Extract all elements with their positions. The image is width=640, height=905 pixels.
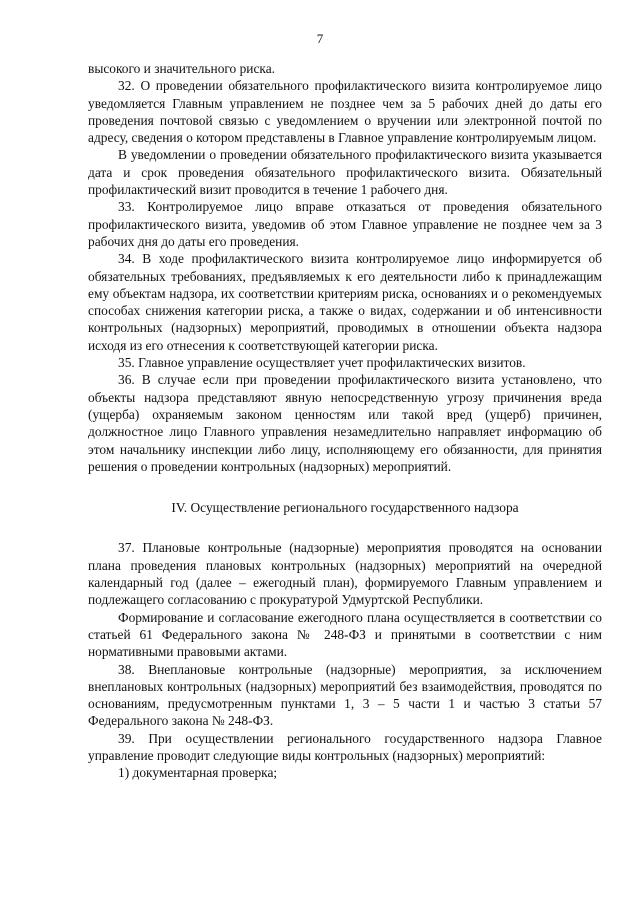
paragraph-34: 34. В ходе профилактического визита контролируемое лицо информируется об обязательных требованиях, предъявляемых к его деятельности либо к принадлежащим ему объектам надзора, их соответствии критериям риска, основаниях и о рекомендуемых способах снижения категории риска, а также о видах, содержании и об интенсивности контрольных (надзорных) мероприятий, проводимых в отношении объекта надзора исходя из его отнесения к соответствующей категории риска. bbox=[88, 251, 602, 353]
paragraph-37-formation: Формирование и согласование ежегодного плана осуществляется в соответствии со статьей 61 Федерального закона № 248-ФЗ и принятыми в соответствии с ним нормативными правовыми актами. bbox=[88, 609, 602, 660]
paragraph-32: 32. О проведении обязательного профилактического визита контролируемое лицо уведомляется Главным управлением не позднее чем за 5 рабочих дней до даты его проведения почтовой связью с уведомлением о вручении или электронной почтой по адресу, сведения о котором представлены в Главное управление контролируемым лицом. bbox=[88, 78, 602, 146]
paragraph-36: 36. В случае если при проведении профилактического визита установлено, что объекты надзора представляют явную непосредственную угрозу причинения вреда (ущерба) охраняемым законом ценностям или такой вред (ущерб) причинен, должностное лицо Главного управления незамедлительно направляет информацию об этом начальнику инспекции либо лицу, исполняющему его обязанности, для принятия решения о проведении контрольных (надзорных) мероприятий. bbox=[88, 372, 602, 474]
section-heading: IV. Осуществление регионального государственного надзора bbox=[171, 500, 519, 516]
paragraph-32-notice: В уведомлении о проведении обязательного профилактического визита указывается дата и срок проведения обязательного профилактического визита. Обязательный профилактический визит проводится в течение 1 рабочего дня. bbox=[88, 147, 602, 198]
document-body bbox=[88, 60, 602, 782]
paragraph-37: 37. Плановые контрольные (надзорные) мероприятия проводятся на основании плана проведения плановых контрольных (надзорных) мероприятий на очередной календарный год (далее – ежегодный план), формируемого Главным управлением и подлежащего согласованию с прокуратурой Удмуртской Республики. bbox=[88, 540, 602, 608]
paragraph-38: 38. Внеплановые контрольные (надзорные) мероприятия, за исключением внеплановых контрольных (надзорных) мероприятий без взаимодействия, проводятся по основаниям, предусмотренным пунктами 1, 3 – 5 части 1 и частью 3 статьи 57 Федерального закона № 248-ФЗ. bbox=[88, 661, 602, 729]
paragraph-33: 33. Контролируемое лицо вправе отказаться от проведения обязательного профилактического визита, уведомив об этом Главное управление не позднее чем за 3 рабочих дня до даты его проведения. bbox=[88, 199, 602, 249]
paragraph-39: 39. При осуществлении регионального государственного надзора Главное управление проводит следующие виды контрольных (надзорных) мероприятий: bbox=[88, 730, 602, 763]
page-number: 7 bbox=[316, 31, 324, 46]
paragraph-35: 35. Главное управление осуществляет учет профилактических визитов. bbox=[118, 355, 526, 371]
list-item-1: 1) документарная проверка; bbox=[118, 765, 278, 781]
paragraph-continuation: высокого и значительного риска. bbox=[88, 61, 276, 76]
